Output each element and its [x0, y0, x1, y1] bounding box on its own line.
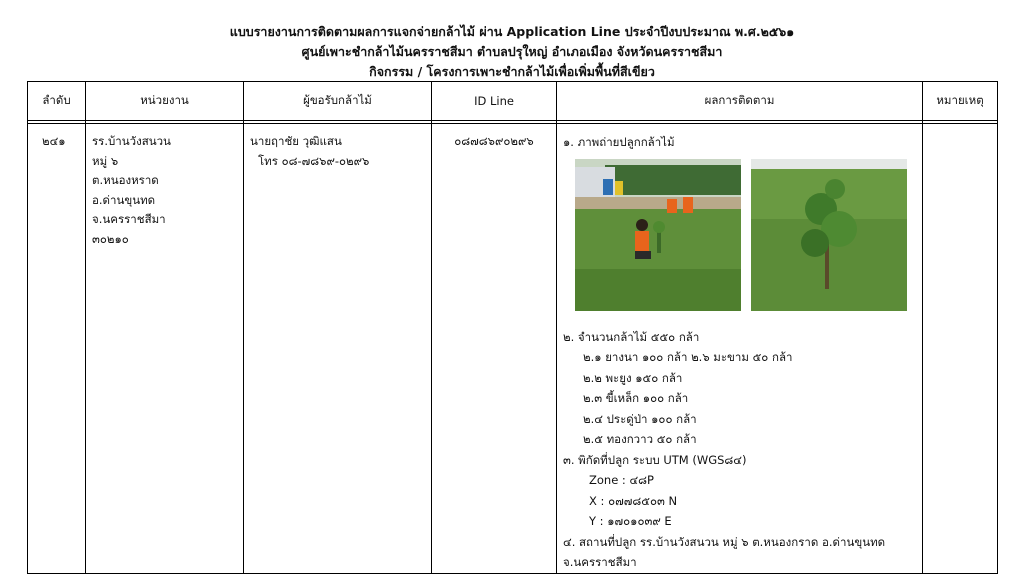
recipient-cell — [244, 124, 432, 574]
agency-line: หมู่ ๖ — [92, 153, 119, 168]
results-cell — [557, 124, 923, 574]
coord-heading: ๓. พิกัดที่ปลูก ระบบ UTM (WGS๘๔) — [563, 452, 747, 467]
species-item: ๒.๒ พะยูง ๑๕๐ กล้า — [583, 370, 683, 385]
planting-photo-children — [575, 159, 741, 311]
species-item: ๒.๕ ทองกวาว ๕๐ กล้า — [583, 432, 697, 446]
seq-cell — [28, 124, 86, 574]
utm-y: Y : ๑๗๐๑๐๓๙ E — [589, 514, 672, 528]
agency-line: อ.ด่านขุนทด — [92, 192, 156, 207]
agency-line: รร.บ้านวังสนวน — [92, 134, 171, 148]
remark-cell — [923, 124, 998, 574]
remark-value — [923, 124, 997, 132]
recipient-name: นายฤาชัย วุฒิแสน — [250, 134, 342, 148]
report-activity: กิจกรรม / โครงการเพาะชำกล้าไม้เพื่อเพิ่มพื้นที่สีเขียว — [369, 64, 655, 79]
agency-line: ๓๐๒๑๐ — [92, 231, 129, 246]
planting-location-province: จ.นครราชสีมา — [563, 555, 637, 569]
planting-location: ๔. สถานที่ปลูก รร.บ้านวังสนวน หมู่ ๖ ต.หนองกราด อ.ด่านขุนทด — [563, 534, 886, 549]
photo-heading: ๑. ภาพถ่ายปลูกกล้าไม้ — [563, 135, 675, 149]
col-idline-header: ID Line — [432, 82, 557, 121]
col-seq-header: ลำดับ — [28, 82, 86, 121]
report-table — [27, 81, 998, 574]
seq-value: ๒๔๑ — [42, 134, 66, 148]
table-header-row — [28, 82, 998, 121]
agency-line: จ.นครราชสีมา — [92, 212, 166, 226]
utm-zone: Zone : ๔๘P — [589, 473, 654, 487]
species-item: ๒.๔ ประดู่ป่า ๑๐๐ กล้า — [583, 411, 697, 426]
count-heading: ๒. จำนวนกล้าไม้ ๕๕๐ กล้า — [563, 329, 700, 344]
species-item: ๒.๑ ยางนา ๑๐๐ กล้า ๒.๖ มะขาม ๕๐ กล้า — [583, 350, 793, 364]
table-row — [28, 124, 998, 574]
idline-value: ๐๘๗๘๖๙๐๒๙๖ — [454, 134, 534, 148]
utm-x: X : ๐๗๗๘๕๐๓ N — [589, 493, 678, 508]
photo-group — [575, 159, 922, 319]
species-item: ๒.๓ ขี้เหล็ก ๑๐๐ กล้า — [583, 391, 689, 405]
col-remark-header: หมายเหตุ — [923, 82, 998, 121]
report-title: แบบรายงานการติดตามผลการแจกจ่ายกล้าไม้ ผ่าน Application Line ประจำปีงบประมาณ พ.ศ.๒๕๖๑ — [229, 24, 795, 39]
col-agency-header: หน่วยงาน — [86, 82, 244, 121]
col-results-header: ผลการติดตาม — [557, 82, 923, 121]
idline-cell — [432, 124, 557, 574]
agency-line: ต.หนองหราด — [92, 173, 159, 187]
planting-photo-sapling — [751, 159, 907, 311]
recipient-phone: โทร ๐๘-๗๘๖๙-๐๒๙๖ — [258, 153, 370, 168]
agency-cell — [86, 124, 244, 574]
col-recipient-header: ผู้ขอรับกล้าไม้ — [244, 82, 432, 121]
report-subtitle: ศูนย์เพาะชำกล้าไม้นครราชสีมา ตำบลปรุใหญ่ อำเภอเมือง จังหวัดนครราชสีมา — [301, 44, 723, 59]
